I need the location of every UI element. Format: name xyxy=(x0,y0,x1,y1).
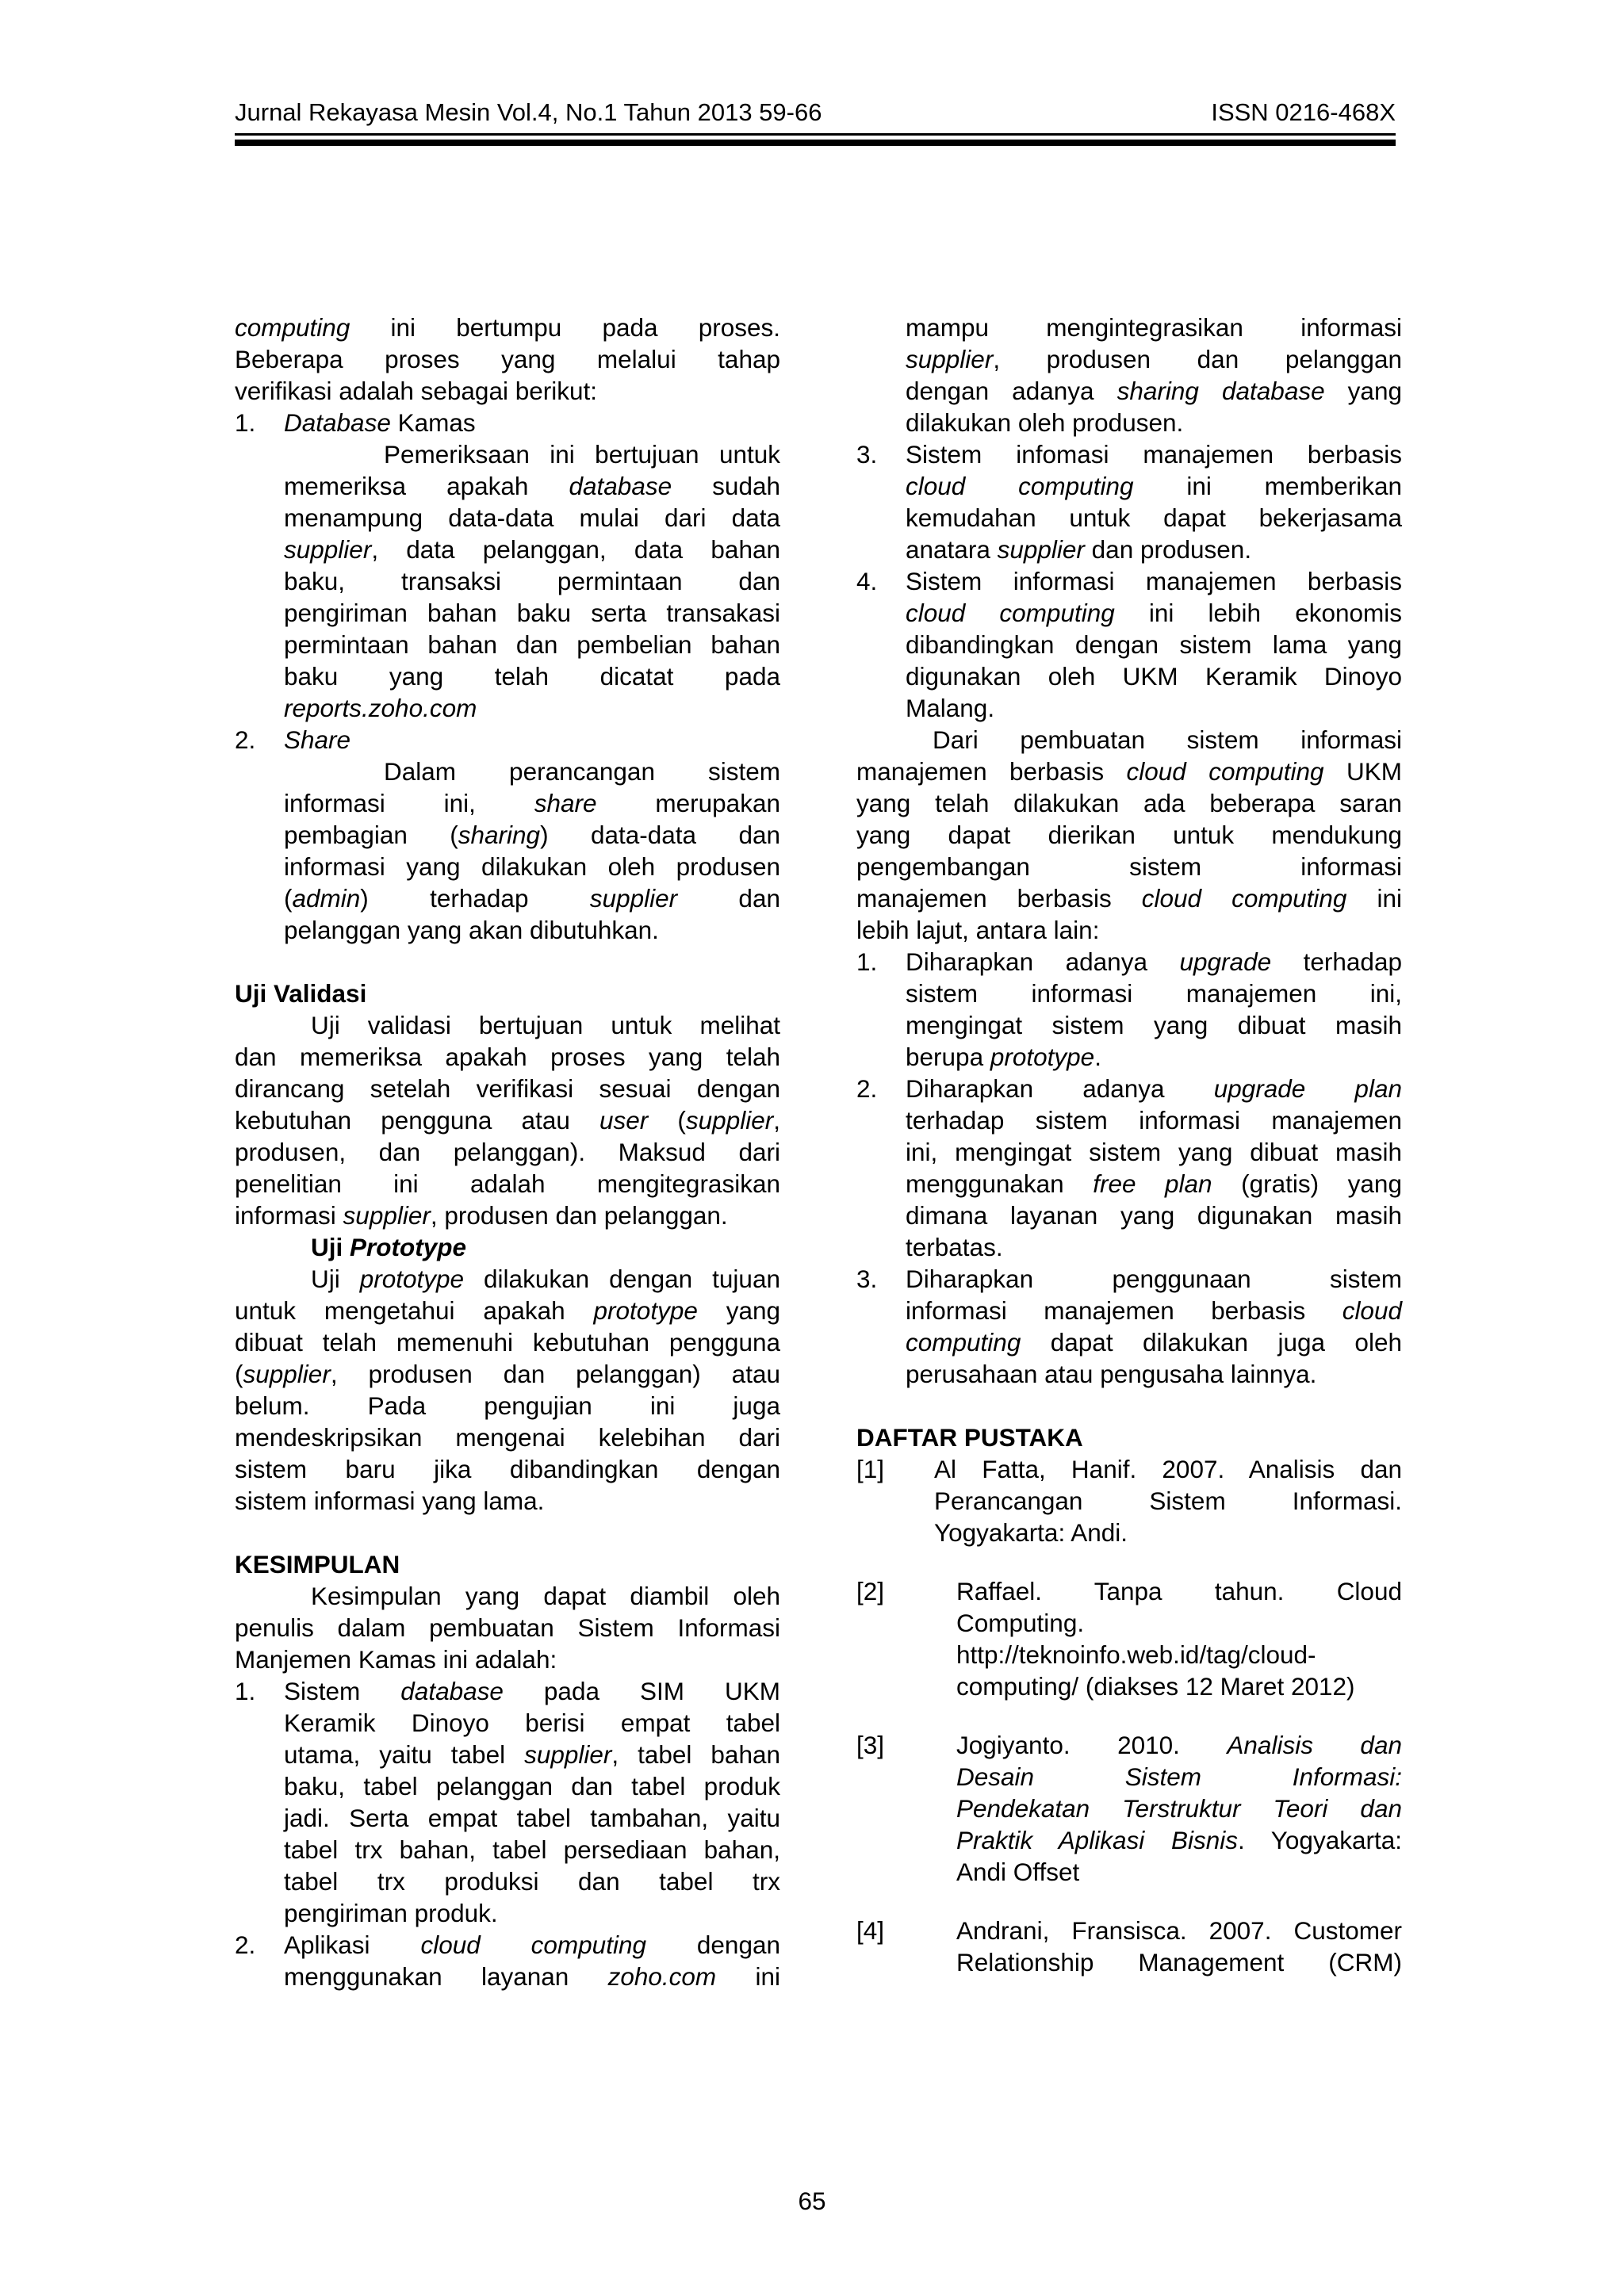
kesimpulan-item-2: 2. Aplikasi cloud computing dengan menggunakan layanan zoho.com ini xyxy=(235,1931,781,1991)
right-column xyxy=(856,312,1402,1978)
issn: ISSN 0216-468X xyxy=(1211,98,1396,126)
intro-paragraph: computing ini bertumpu pada proses. Beberapa proses yang melalui tahap verifikasi adalah sebagai berikut: xyxy=(235,313,780,405)
saran-item-1: 1. Diharapkan adanya upgrade terhadap sistem informasi manajemen ini, mengingat sistem yang dibuat masih berupa prototype. xyxy=(856,947,1402,1071)
header-rule-thick xyxy=(235,140,1396,146)
reference-4: [4] Andrani, Fransisca. 2007. Customer Relationship Management (CRM) xyxy=(856,1916,1402,1976)
reference-2: [2] Raffael. Tanpa tahun. Cloud Computing. http://teknoinfo.web.id/tag/cloud- computing/ (diakses 12 Maret 2012) xyxy=(856,1577,1402,1701)
kesimpulan-item-3: 3. Sistem infomasi manajemen berbasis cloud computing ini memberikan kemudahan untuk dapat bekerjasama anatara supplier dan produsen. xyxy=(856,440,1402,564)
section-heading-kesimpulan: KESIMPULAN xyxy=(235,1550,400,1578)
header-rule-thin xyxy=(235,133,1396,136)
list-item-database-kamas: 1. Database Kamas Pemeriksaan ini bertujuan untuk memeriksa apakah database sudah menampung data-data mulai dari data supplier, data pelanggan, data bahan baku, transaksi permintaan dan pengiriman bahan baku serta transakasi permintaan bahan dan pembelian bahan baku yang telah dicatat pada reports.zoho.com xyxy=(235,408,781,722)
page-number: 65 xyxy=(798,2187,826,2215)
uji-validasi-paragraph: Uji validasi bertujuan untuk melihat dan memeriksa apakah proses yang telah dirancang setelah verifikasi sesuai dengan kebutuhan pengguna atau user (supplier, produsen, dan pelanggan). Maksud dari penelitian ini adalah mengitegrasikan informasi supplier, produsen dan pelanggan. xyxy=(235,1011,780,1230)
uji-prototype-paragraph: Uji prototype dilakukan dengan tujuan untuk mengetahui apakah prototype yang dibuat telah memenuhi kebutuhan pengguna (supplier, produsen dan pelanggan) atau belum. Pada pengujian ini juga mendeskripsikan mengenai kelebihan dari sistem baru jika dibandingkan dengan sistem informasi yang lama. xyxy=(235,1265,780,1515)
kesimpulan-paragraph: Kesimpulan yang dapat diambil oleh penulis dalam pembuatan Sistem Informasi Manjemen Kamas ini adalah: xyxy=(235,1582,780,1674)
section-heading-uji-prototype: Uji Prototype xyxy=(311,1233,467,1261)
kesimpulan-item-2-continued: mampu mengintegrasikan informasi supplier, produsen dan pelanggan dengan adanya sharing database yang dilakukan oleh produsen. xyxy=(906,313,1402,437)
saran-item-3: 3. Diharapkan penggunaan sistem informasi manajemen berbasis cloud computing dapat dilakukan juga oleh perusahaan atau pengusaha lainnya. xyxy=(856,1265,1402,1388)
section-heading-uji-validasi: Uji Validasi xyxy=(235,979,367,1008)
list-item-share: 2. Share Dalam perancangan sistem informasi ini, share merupakan pembagian (sharing) data-data dan informasi yang dilakukan oleh produsen (admin) terhadap supplier dan pelanggan yang akan dibutuhkan. xyxy=(235,725,780,944)
reference-1: [1] Al Fatta, Hanif. 2007. Analisis dan Perancangan Sistem Informasi. Yogyakarta: Andi. xyxy=(856,1455,1402,1547)
section-heading-daftar-pustaka: DAFTAR PUSTAKA xyxy=(856,1423,1083,1452)
kesimpulan-item-1: 1. Sistem database pada SIM UKM Keramik Dinoyo berisi empat tabel utama, yaitu tabel supplier, tabel bahan baku, tabel pelanggan dan tabel produk jadi. Serta empat tabel tambahan, yaitu tabel trx bahan, tabel persediaan bahan, tabel trx produksi dan tabel trx pengiriman produk. xyxy=(235,1677,780,1927)
saran-paragraph: Dari pembuatan sistem informasi manajemen berbasis cloud computing UKM yang telah dilakukan ada beberapa saran yang dapat dierikan untuk mendukung pengembangan sistem informasi manajemen berbasis cloud computing ini lebih lajut, antara lain: xyxy=(856,725,1402,944)
left-column xyxy=(235,312,780,1992)
kesimpulan-item-4: 4. Sistem informasi manajemen berbasis cloud computing ini lebih ekonomis dibandingkan dengan sistem lama yang digunakan oleh UKM Keramik Dinoyo Malang. xyxy=(856,567,1403,722)
journal-title: Jurnal Rekayasa Mesin Vol.4, No.1 Tahun 2013 59-66 xyxy=(235,98,822,126)
saran-item-2: 2. Diharapkan adanya upgrade plan terhadap sistem informasi manajemen ini, mengingat sistem yang dibuat masih menggunakan free plan (gratis) yang dimana layanan yang digunakan masih terbatas. xyxy=(856,1074,1402,1261)
reference-3: [3] Jogiyanto. 2010. Analisis dan Desain Sistem Informasi: Pendekatan Terstruktur Teori dan Praktik Aplikasi Bisnis. Yogyakarta: Andi Offset xyxy=(856,1731,1403,1886)
